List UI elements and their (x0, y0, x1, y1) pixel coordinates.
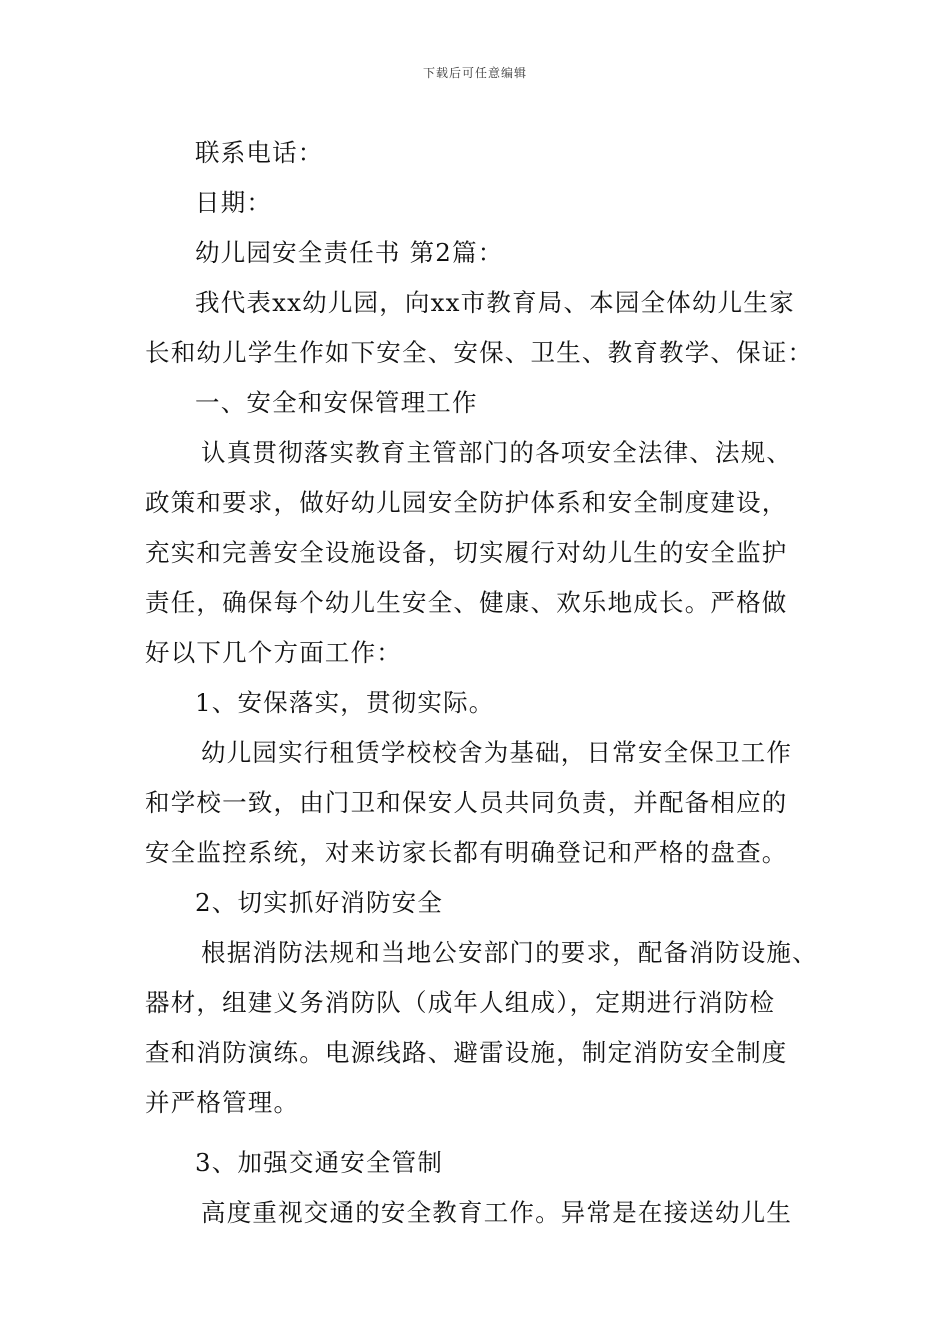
text-line: 政策和要求，做好幼儿园安全防护体系和安全制度建设， (145, 488, 788, 517)
text-line: 我代表xx幼儿园，向xx市教育局、本园全体幼儿生家 (195, 288, 795, 317)
subsection-heading: 1、安保落实，贯彻实际。 (195, 688, 495, 717)
paragraph-spacer (145, 1128, 825, 1138)
text-line: 日期： (195, 188, 273, 217)
text-line: 查和消防演练。电源线路、避雷设施，制定消防安全制度 (145, 1038, 788, 1067)
section-heading: 一、安全和安保管理工作 (195, 388, 478, 417)
text-line: 并严格管理。 (145, 1088, 300, 1117)
text-line: 根据消防法规和当地公安部门的要求，配备消防设施、 (201, 938, 818, 967)
text-line: 联系电话： (195, 138, 324, 167)
text-line: 幼儿园安全责任书 第2篇： (195, 238, 504, 267)
text-line: 器材，组建义务消防队（成年人组成），定期进行消防检 (145, 988, 776, 1017)
text-line: 充实和完善安全设施设备，切实履行对幼儿生的安全监护 (145, 538, 788, 567)
text-line: 安全监控系统，对来访家长都有明确登记和严格的盘查。 (145, 838, 788, 867)
text-line: 认真贯彻落实教育主管部门的各项安全法律、法规、 (201, 438, 793, 467)
text-line: 高度重视交通的安全教育工作。异常是在接送幼儿生 (201, 1198, 793, 1227)
text-line: 和学校一致，由门卫和保安人员共同负责，并配备相应的 (145, 788, 788, 817)
text-line: 好以下几个方面工作： (145, 638, 402, 667)
document-body (145, 128, 825, 1238)
text-line: 幼儿园实行租赁学校校舍为基础，日常安全保卫工作 (201, 738, 793, 767)
subsection-heading: 2、切实抓好消防安全 (195, 888, 444, 917)
text-line: 责任，确保每个幼儿生安全、健康、欢乐地成长。严格做 (145, 588, 788, 617)
page-header: 下载后可任意编辑 (422, 66, 527, 80)
text-line: 长和幼儿学生作如下安全、安保、卫生、教育教学、保证： (145, 338, 814, 367)
subsection-heading: 3、加强交通安全管制 (195, 1148, 444, 1177)
